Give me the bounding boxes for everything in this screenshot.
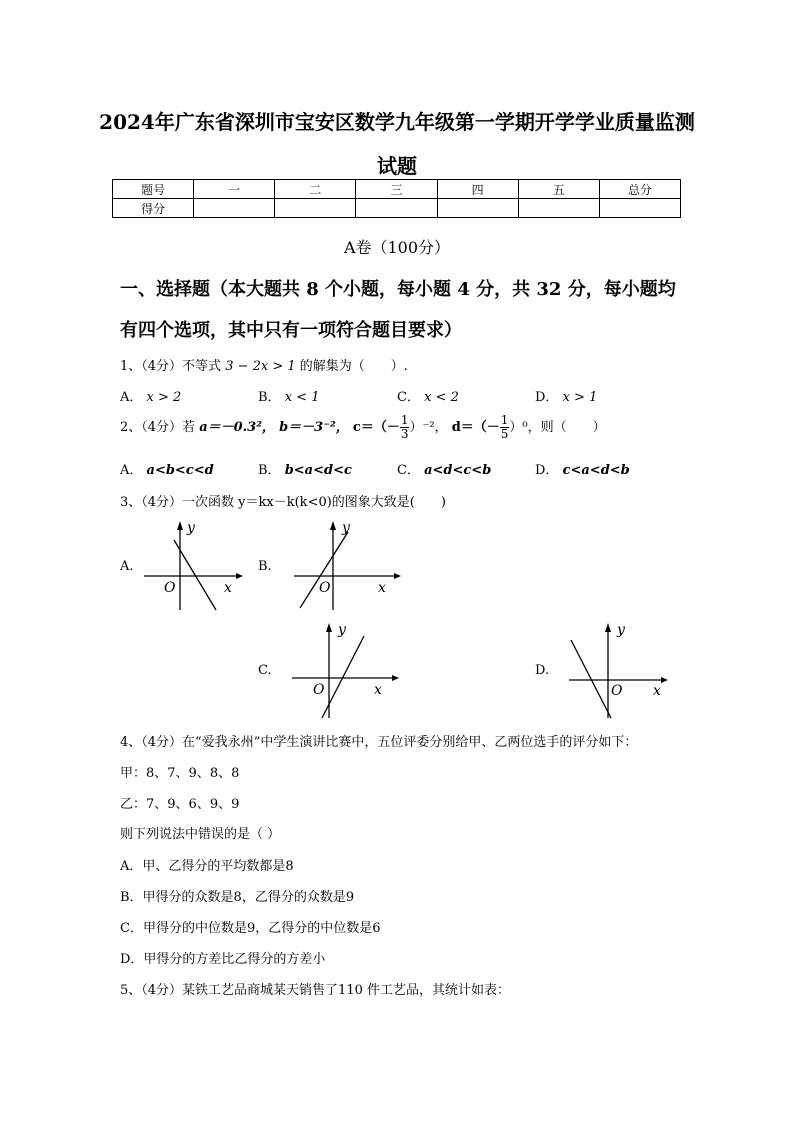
y-axis-arrow-icon — [330, 521, 336, 530]
q3-graph-a-label: A. — [120, 559, 134, 574]
q1-option-c — [397, 386, 459, 405]
q4-option-a: A．甲、乙得分的平均数都是8 — [120, 859, 294, 874]
q3-graph-d-label: D. — [535, 663, 550, 678]
x-axis-arrow-icon — [392, 675, 399, 681]
q2-option-b — [258, 459, 352, 478]
q3-graph-a — [140, 518, 245, 614]
score-header-cell: 五 — [518, 180, 599, 199]
option-text: x < 1 — [284, 390, 320, 405]
q2-d-fraction — [500, 414, 510, 441]
q3-graph-c — [288, 620, 403, 720]
q1-option-d — [535, 386, 597, 405]
score-table — [112, 179, 681, 218]
x-label: x — [378, 580, 386, 596]
q2-a-definition: a＝－0.3²， — [199, 420, 275, 435]
q4-ask: 则下列说法中错误的是（ ） — [120, 827, 281, 842]
section1-heading-line2: 有四个选项，其中只有一项符合题目要求） — [120, 320, 462, 341]
option-text: x < 2 — [424, 390, 459, 405]
origin-label: O — [611, 683, 623, 699]
score-table-score-row — [113, 199, 681, 218]
q3-graph-c-label: C. — [258, 663, 272, 678]
x-axis-arrow-icon — [661, 677, 668, 683]
option-text: x > 1 — [562, 390, 598, 405]
q2-b-definition: b＝－3⁻²， — [279, 420, 349, 435]
option-letter: D． — [535, 463, 559, 478]
q2-option-d — [535, 459, 630, 478]
option-letter: C． — [397, 463, 420, 478]
function-line — [300, 532, 348, 608]
q4-option-c: C．甲得分的中位数是9，乙得分的中位数是6 — [120, 921, 381, 936]
section1-heading-line1: 一、选择题（本大题共 8 个小题，每小题 4 分，共 32 分，每小题均 — [120, 279, 676, 300]
score-cell — [356, 199, 437, 218]
score-table-header-row — [113, 180, 681, 199]
q1-option-a — [120, 386, 181, 405]
x-label: x — [224, 580, 232, 596]
x-label: x — [653, 683, 661, 699]
q2-c-lhs: c＝（－ — [352, 420, 400, 435]
origin-label: O — [313, 682, 325, 698]
paper-label: A卷（100分） — [343, 238, 451, 257]
function-line — [571, 640, 611, 718]
page-title-line1: 2024年广东省深圳市宝安区数学九年级第一学期开学学业质量监测 — [99, 110, 695, 134]
score-header-cell: 四 — [437, 180, 518, 199]
score-row-label: 得分 — [113, 199, 194, 218]
fraction-denominator: 3 — [400, 427, 409, 441]
q3-graph-d — [563, 620, 675, 720]
score-cell — [194, 199, 275, 218]
y-axis-arrow-icon — [605, 623, 611, 632]
option-text: b<a<d<c — [284, 463, 352, 478]
y-axis-arrow-icon — [177, 521, 183, 530]
y-label: y — [338, 622, 346, 638]
question-4-stem: 4、（4分）在“爱我永州”中学生演讲比赛中，五位评委分别给甲、乙两位选手的评分如下： — [120, 735, 638, 750]
q2-prefix: 2、（4分）若 — [120, 420, 196, 435]
q1-option-b — [258, 386, 319, 405]
option-text: x > 2 — [146, 390, 182, 405]
q2-option-a — [120, 459, 214, 478]
score-header-cell: 二 — [275, 180, 356, 199]
q1-prefix: 1、（4分）不等式 — [120, 359, 222, 374]
q1-suffix: 的解集为（ ）. — [299, 359, 408, 374]
q4-option-b: B．甲得分的众数是8，乙得分的众数是9 — [120, 890, 355, 905]
option-letter: A． — [120, 463, 143, 478]
y-label: y — [342, 520, 350, 536]
y-label: y — [617, 622, 625, 638]
score-cell — [437, 199, 518, 218]
fraction-numerator: 1 — [500, 413, 509, 427]
score-header-cell: 三 — [356, 180, 437, 199]
question-1-stem — [120, 355, 408, 374]
function-line — [322, 636, 364, 718]
x-axis-arrow-icon — [236, 573, 243, 579]
q2-option-c — [397, 459, 491, 478]
question-3-stem: 3、（4分）一次函数 y＝kx－k(k<0)的图象大致是( ) — [120, 495, 446, 510]
score-cell — [275, 199, 356, 218]
x-axis-arrow-icon — [394, 573, 401, 579]
score-header-cell: 一 — [194, 180, 275, 199]
score-header-cell: 题号 — [113, 180, 194, 199]
option-text: a<b<c<d — [146, 463, 214, 478]
score-cell — [599, 199, 680, 218]
option-letter: D． — [535, 390, 559, 405]
y-axis-arrow-icon — [326, 623, 332, 632]
option-text: c<a<d<b — [562, 463, 630, 478]
fraction-numerator: 1 — [400, 413, 409, 427]
question-2-stem — [120, 414, 606, 441]
q3-graph-b — [290, 518, 405, 614]
q2-d-lhs: d＝（－ — [451, 420, 500, 435]
q1-expression: 3 − 2x > 1 — [225, 359, 296, 374]
q2-d-rhs: ）⁰，则（ ） — [509, 420, 606, 435]
x-label: x — [374, 682, 382, 698]
option-letter: C． — [397, 390, 420, 405]
option-letter: B． — [258, 463, 281, 478]
q2-c-rhs: ）⁻²， — [409, 420, 448, 435]
option-letter: A． — [120, 390, 143, 405]
score-header-cell: 总分 — [599, 180, 680, 199]
y-label: y — [187, 520, 195, 536]
fraction-denominator: 5 — [500, 427, 509, 441]
q4-option-d: D．甲得分的方差比乙得分的方差小 — [120, 952, 326, 967]
score-cell — [518, 199, 599, 218]
origin-label: O — [164, 580, 176, 596]
option-text: a<d<c<b — [424, 463, 492, 478]
page-title-line2: 试题 — [377, 154, 417, 178]
q4-yi-scores: 乙：7、9、6、9、9 — [120, 797, 240, 812]
q3-graph-b-label: B. — [258, 559, 272, 574]
option-letter: B． — [258, 390, 281, 405]
origin-label: O — [319, 580, 331, 596]
question-5-stem: 5、（4分）某铁工艺品商城某天销售了110 件工艺品，其统计如表： — [120, 983, 510, 998]
q4-jia-scores: 甲：8、7、9、8、8 — [120, 766, 240, 781]
